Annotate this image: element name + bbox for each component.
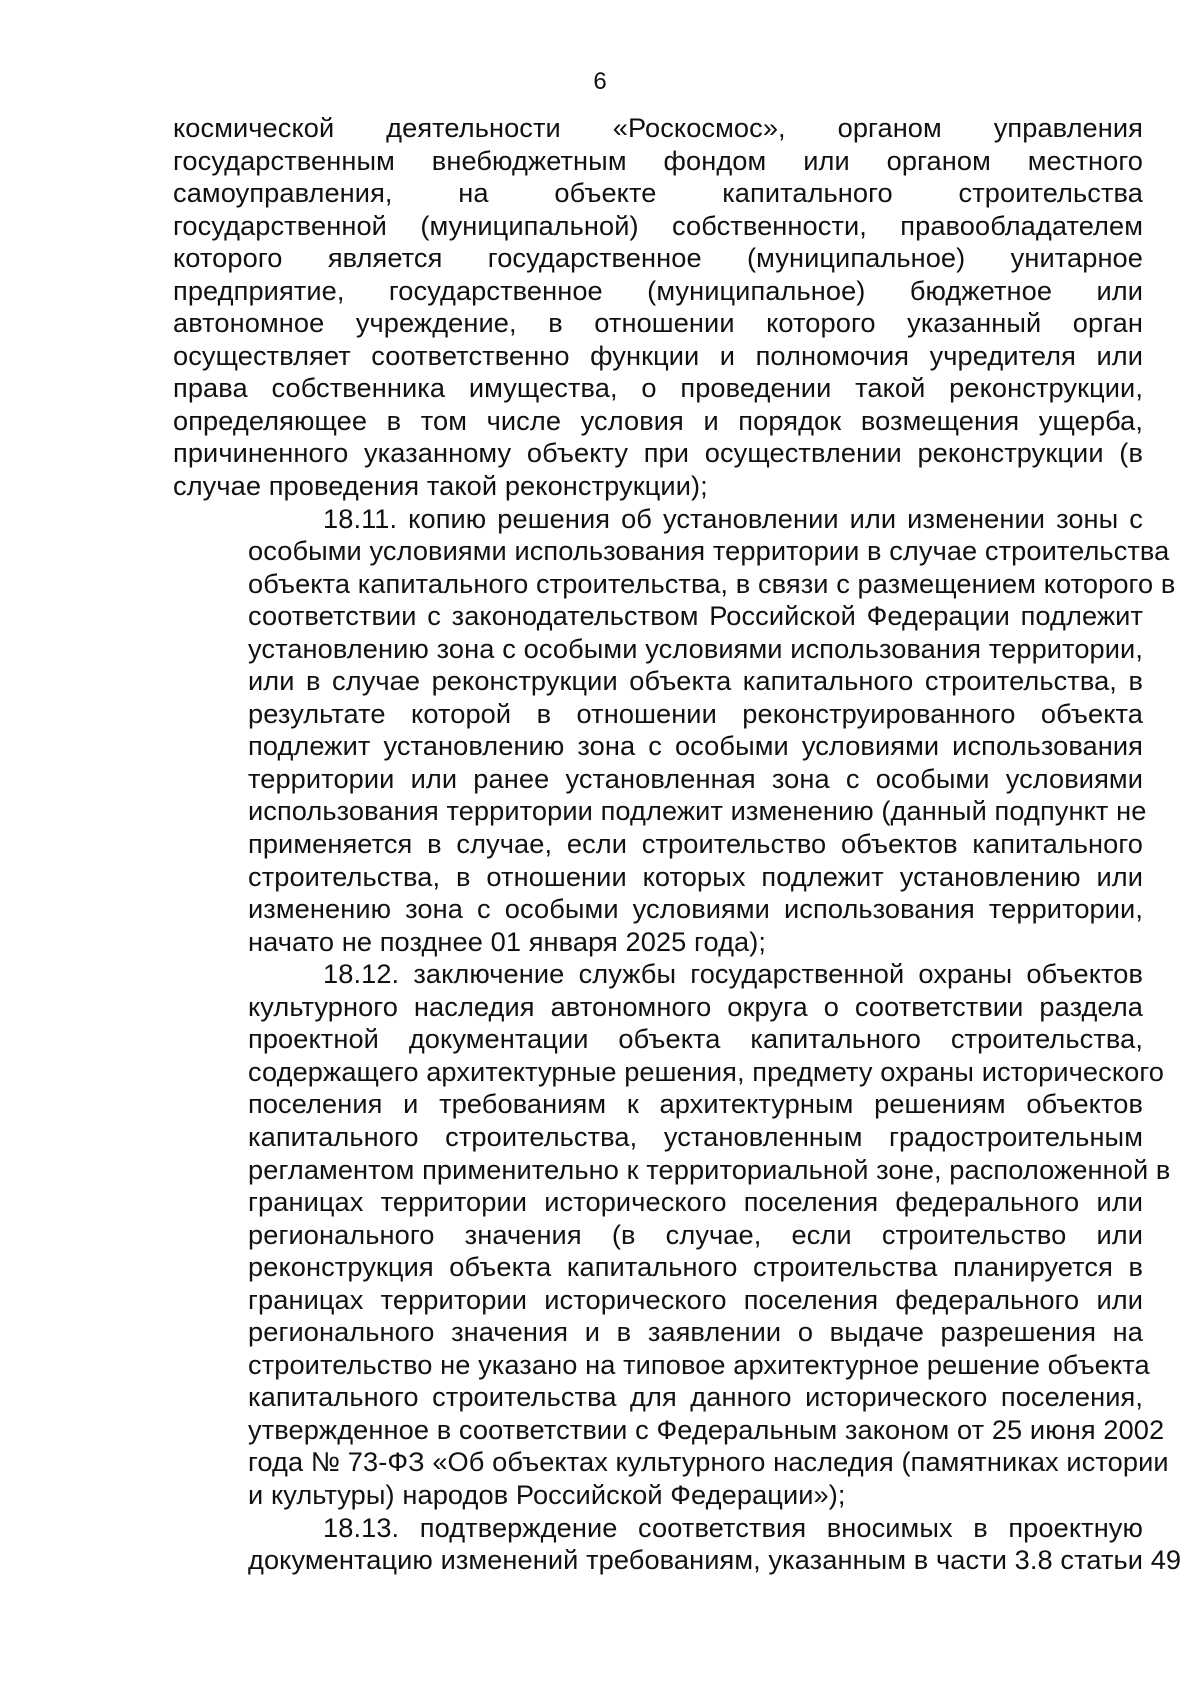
list-item-paragraph xyxy=(173,958,1171,1511)
text-line: проектной документации объекта капитального строительства, xyxy=(248,1023,1143,1055)
text-line: особыми условиями использования территории в случае строительства xyxy=(248,535,1170,567)
text-line: права собственника имущества, о проведении такой реконструкции, xyxy=(173,372,1143,404)
text-line: автономное учреждение, в отношении которого указанный орган xyxy=(173,307,1143,339)
text-line: использования территории подлежит изменению (данный подпункт не xyxy=(248,795,1147,827)
text-line: регламентом применительно к территориальной зоне, расположенной в xyxy=(248,1153,1171,1185)
text-line: регионального значения (в случае, если строительство или xyxy=(248,1218,1143,1250)
text-line: поселения и требованиям к архитектурным решениям объектов xyxy=(248,1088,1143,1120)
text-line: предприятие, государственное (муниципальное) бюджетное или xyxy=(173,274,1143,306)
text-line: изменению зона с особыми условиями использования территории, xyxy=(248,893,1143,925)
text-line: реконструкция объекта капитального строительства планируется в xyxy=(248,1251,1143,1283)
text-line: и культуры) народов Российской Федерации»); xyxy=(248,1478,846,1510)
continuation-paragraph xyxy=(173,112,1143,503)
text-line: или в случае реконструкции объекта капитального строительства, в xyxy=(248,665,1143,697)
text-line: космической деятельности «Роскосмос», органом управления xyxy=(173,112,1143,143)
text-line: результате которой в отношении реконструированного объекта xyxy=(248,697,1143,729)
text-line: 18.12. заключение службы государственной охраны объектов xyxy=(323,958,1143,990)
text-line: года № 73-ФЗ «Об объектах культурного наследия (памятниках истории xyxy=(248,1446,1169,1478)
text-line: осуществляет соответственно функции и полномочия учредителя или xyxy=(173,339,1143,371)
text-line: случае проведения такой реконструкции); xyxy=(173,470,708,502)
document-body xyxy=(173,112,1182,1577)
text-line: объекта капитального строительства, в связи с размещением которого в xyxy=(248,567,1176,599)
text-line: 18.13. подтверждение соответствия вносимых в проектную xyxy=(323,1511,1143,1543)
text-line: строительство не указано на типовое архитектурное решение объекта xyxy=(248,1348,1150,1380)
text-line: подлежит установлению зона с особыми условиями использования xyxy=(248,730,1143,762)
text-line: причиненного указанному объекту при осуществлении реконструкции (в xyxy=(173,437,1143,469)
text-line: границах территории исторического поселения федерального или xyxy=(248,1186,1143,1218)
text-line: соответствии с законодательством Российской Федерации подлежит xyxy=(248,600,1143,632)
text-line: документацию изменений требованиям, указанным в части 3.8 статьи 49 xyxy=(248,1544,1182,1576)
text-line: содержащего архитектурные решения, предмету охраны исторического xyxy=(248,1055,1164,1087)
text-line: культурного наследия автономного округа о соответствии раздела xyxy=(248,990,1143,1022)
text-line: капитального строительства для данного исторического поселения, xyxy=(248,1381,1143,1413)
text-line: строительства, в отношении которых подлежит установлению или xyxy=(248,860,1143,892)
list-item-paragraph xyxy=(173,1511,1182,1577)
text-line: капитального строительства, установленным градостроительным xyxy=(248,1120,1143,1152)
text-line: 18.11. копию решения об установлении или изменении зоны с xyxy=(323,502,1143,534)
text-line: границах территории исторического поселения федерального или xyxy=(248,1283,1143,1315)
text-line: определяющее в том числе условия и порядок возмещения ущерба, xyxy=(173,404,1143,436)
text-line: применяется в случае, если строительство объектов капитального xyxy=(248,828,1143,860)
text-line: которого является государственное (муниципальное) унитарное xyxy=(173,242,1143,274)
text-line: территории или ранее установленная зона с особыми условиями xyxy=(248,762,1143,794)
text-line: утвержденное в соответствии с Федеральным законом от 25 июня 2002 xyxy=(248,1413,1165,1445)
list-item-paragraph xyxy=(173,502,1176,959)
text-line: государственным внебюджетным фондом или органом местного xyxy=(173,144,1143,176)
page-number: 6 xyxy=(593,68,607,95)
text-line: установлению зона с особыми условиями использования территории, xyxy=(248,632,1143,664)
text-line: самоуправления, на объекте капитального строительства xyxy=(173,177,1143,209)
text-line: государственной (муниципальной) собственности, правообладателем xyxy=(173,209,1143,241)
text-line: регионального значения и в заявлении о выдаче разрешения на xyxy=(248,1316,1143,1348)
text-line: начато не позднее 01 января 2025 года); xyxy=(248,925,767,957)
